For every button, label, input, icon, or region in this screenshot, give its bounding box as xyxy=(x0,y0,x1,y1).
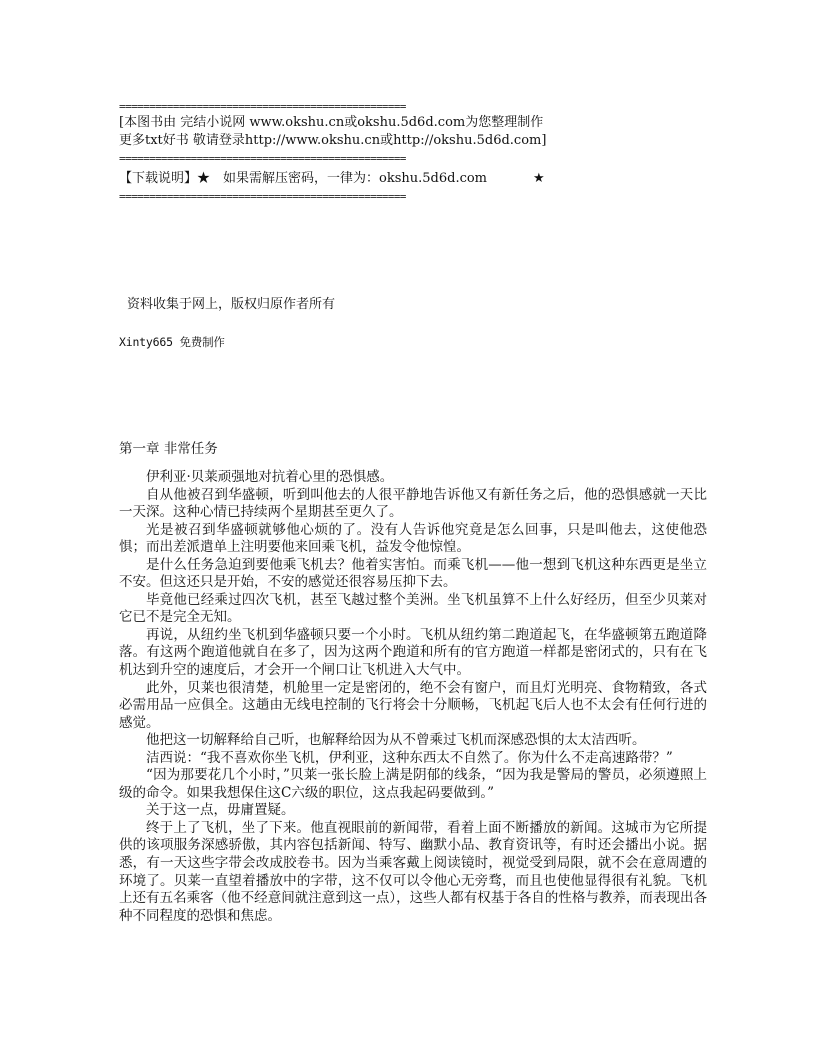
chapter-title: 第一章 非常任务 xyxy=(119,441,218,457)
paragraph: 终于上了飞机，坐了下来。他直视眼前的新闻带，看着上面不断播放的新闻。这城市为它所提供的该项服务深感骄傲，其内容包括新闻、特写、幽默小品、教育资讯等，有时还会播出小说。据悉，有一天这些字带会改成胶卷书。因为当乘客戴上阅读镜时，视觉受到局限，就不会在意周遭的环境了。贝莱一直望着播放中的字带，这不仅可以令他心无旁骛，而且也使他显得很有礼貌。飞机上还有五名乘客（他不经意间就注意到这一点），这些人都有权基于各自的性格与教养，而表现出各种不同程度的恐惧和焦虑。 xyxy=(119,819,707,924)
separator-line: ================================================ xyxy=(119,190,406,203)
paragraph: 洁西说：“我不喜欢你坐飞机，伊利亚，这种东西太不自然了。你为什么不走高速路带？” xyxy=(146,749,673,766)
paragraph: “因为那要花几个小时，”贝莱一张长脸上满是阴郁的线条，“因为我是警局的警员，必须遵照上级的命令。如果我想保住这C六级的职位，这点我起码要做到。” xyxy=(119,767,707,801)
paragraph: 再说，从纽约坐飞机到华盛顿只要一个小时。飞机从纽约第二跑道起飞，在华盛顿第五跑道降落。有这两个跑道他就自在多了，因为这两个跑道和所有的官方跑道一样都是密闭式的，只有在飞机达到升空的速度后，才会开一个闸口让飞机进入大气中。 xyxy=(119,626,707,679)
maker-credit: Xinty665 免费制作 xyxy=(119,335,225,349)
paragraph: 伊利亚·贝莱顽强地对抗着心里的恐惧感。 xyxy=(146,469,394,485)
paragraph: 光是被召到华盛顿就够他心烦的了。没有人告诉他究竟是怎么回事，只是叫他去，这使他恐惧；而出差派遣单上注明要他来回乘飞机，益发令他惊惶。 xyxy=(119,521,707,556)
paragraph: 自从他被召到华盛顿，听到叫他去的人很平静地告诉他又有新任务之后，他的恐惧感就一天比一天深。这种心情已持续两个星期甚至更久了。 xyxy=(119,486,707,521)
header-source-line: [本图书由 完结小说网 www.okshu.cn或okshu.5d6d.com为您整理制作 xyxy=(119,115,544,130)
paragraph: 此外，贝莱也很清楚，机舱里一定是密闭的，绝不会有窗户，而且灯光明亮、食物精致，各式必需用品一应俱全。这趟由无线电控制的飞行将会十分顺畅，飞机起飞后人也不太会有任何行进的感觉。 xyxy=(119,679,707,731)
paragraph: 他把这一切解释给自己听，也解释给因为从不曾乘过飞机而深感恐惧的太太洁西听。 xyxy=(146,732,646,749)
paragraph: 是什么任务急迫到要他乘飞机去？他着实害怕。而乘飞机——他一想到飞机这种东西更是坐立不安。但这还只是开始，不安的感觉还很容易压抑下去。 xyxy=(119,556,707,591)
star-glyph: ★ xyxy=(533,171,545,186)
paragraph: 关于这一点，毋庸置疑。 xyxy=(146,802,295,819)
download-note xyxy=(119,170,487,188)
paragraph: 毕竟他已经乘过四次飞机，甚至飞越过整个美洲。坐飞机虽算不上什么好经历，但至少贝莱对它已不是完全无知。 xyxy=(119,591,707,626)
header-more-books-line: 更多txt好书 敬请登录http://www.okshu.cn或http://okshu.5d6d.com] xyxy=(119,133,547,148)
chapter-body xyxy=(119,469,707,925)
copyright-notice: 资料收集于网上，版权归原作者所有 xyxy=(127,297,336,312)
download-note-text: 【下载说明】★ 如果需解压密码，一律为：okshu.5d6d.com xyxy=(119,171,488,186)
separator-line: ================================================ xyxy=(119,100,406,113)
separator-line: ================================================ xyxy=(119,152,406,165)
